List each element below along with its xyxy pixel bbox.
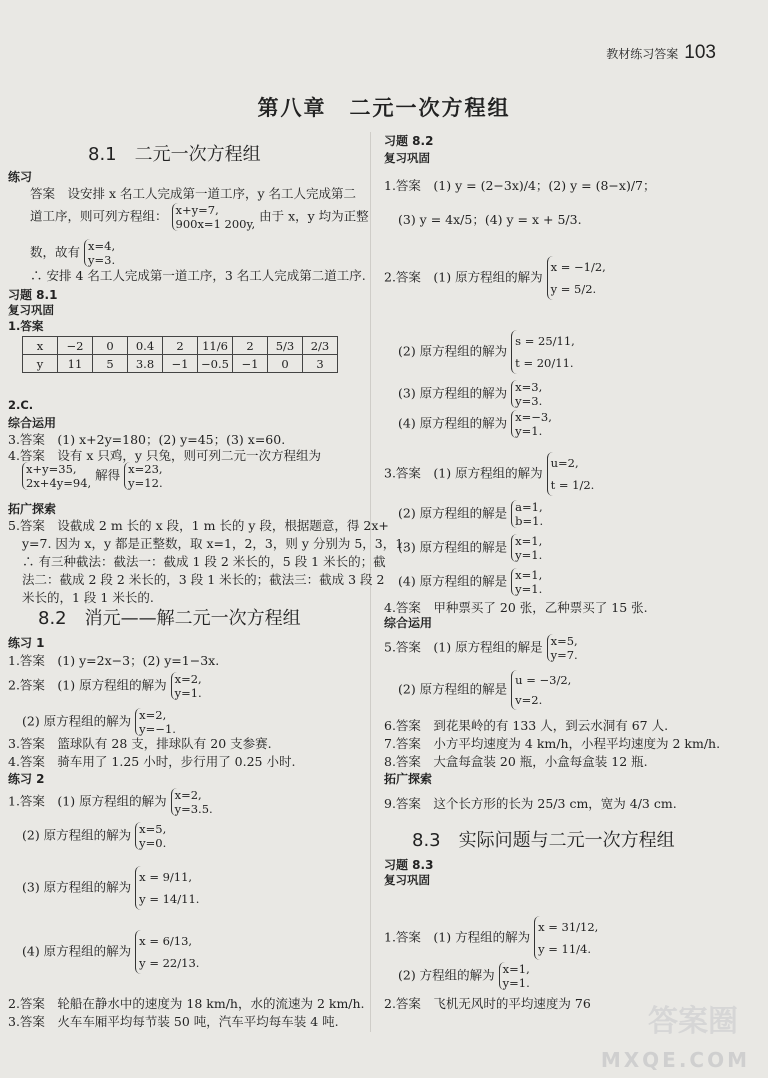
label-fuxi: 复习巩固 [384,151,430,165]
text-line: (3) 原方程组的解为 x=3, y=3. [398,380,543,408]
text-line: y=7. 因为 x，y 都是正整数，取 x=1，2，3，则 y 分别为 5，3，1. [22,536,408,551]
label-fuxi: 复习巩固 [8,303,54,317]
text-line: (2) 原方程组的解是 u = −3/2, v=2. [398,670,571,710]
text-line: 3.答案 (1) 原方程组的解为 u=2, t = 1/2. [384,452,594,496]
text-line: (4) 原方程组的解是 x=1, y=1. [398,568,543,596]
equation-system: x = 9/11, y = 14/11. [135,866,199,910]
text-line: 3.答案 篮球队有 28 支，排球队有 20 支参赛. [8,736,272,751]
page-number: 103 [684,42,716,63]
label-lianxi-2: 练习 2 [8,772,45,786]
text-line: (2) 原方程组的解是 a=1, b=1. [398,500,544,528]
text-line: 3.答案 (1) x+2y=180；(2) y=45；(3) x=60. [8,432,286,447]
text-line: 5.答案 设截成 2 m 长的 x 段，1 m 长的 y 段，根据题意，得 2x+ [8,518,389,533]
equation-system: x = 6/13, y = 22/13. [135,930,199,974]
text-line: 答案 设安排 x 名工人完成第一道工序，y 名工人完成第二 [30,186,357,201]
equation-system: s = 25/11, t = 20/11. [511,330,575,374]
text-line: 1.答案 (1) 原方程组的解为 x=2, y=3.5. [8,788,213,816]
section-title-8-3: 8.3 实际问题与二元一次方程组 [412,830,675,851]
text-line: 2.答案 飞机无风时的平均速度为 76 [384,996,591,1011]
equation-system: x=1, y=1. [511,568,542,596]
label-lianxi-1: 练习 1 [8,636,45,650]
section-title-8-1: 8.1 二元一次方程组 [88,144,261,165]
label-tuozhan: 拓广探索 [384,772,433,786]
text-line: 2.答案 (1) 原方程组的解为 x = −1/2, y = 5/2. [384,256,606,300]
q2: 2.C. [8,398,34,412]
table-row-y: y 11 5 3.8 −1 −0.5 −1 0 3 [23,355,338,373]
equation-system: x=1, y=1. [511,534,542,562]
equation-system: x+y=35, 2x+4y=94, [22,462,91,490]
header-title: 教材练习答案 [606,47,679,61]
label-xiti-8-1: 习题 8.1 [8,288,58,302]
watermark-logo: 答案圈 [648,1004,738,1039]
equation-system: x=23, y=12. [124,462,162,490]
text-line: 米长的，1 段 1 米长的. [22,590,154,605]
text-line: 1.答案 (1) 方程组的解为 x = 31/12, y = 11/4. [384,916,598,960]
label-zonghe: 综合运用 [384,616,433,630]
q1-label: 1.答案 [8,319,44,333]
section-title-8-2: 8.2 消元——解二元一次方程组 [38,608,301,629]
text-line: 数，故有 x=4, y=3. [30,239,116,267]
text-line: x+y=35, 2x+4y=94, 解得 x=23, y=12. [22,462,163,490]
value-table [22,336,338,373]
equation-system: x=2, y=1. [171,672,202,700]
equation-system: x=3, y=3. [511,380,542,408]
label-fuxi: 复习巩固 [384,873,430,887]
text-line: (4) 原方程组的解为 x=−3, y=1. [398,410,552,438]
text-line: 2.答案 轮船在静水中的速度为 18 km/h，水的流速为 2 km/h. [8,996,365,1011]
running-header [606,42,716,64]
equation-system: x=5, y=0. [135,822,166,850]
watermark-url: MXQE.COM [600,1048,750,1072]
text-line: (4) 原方程组的解为 x = 6/13, y = 22/13. [22,930,199,974]
equation-system: a=1, b=1. [511,500,543,528]
text-line: (2) 方程组的解为 x=1, y=1. [398,962,530,990]
equation-system: u=2, t = 1/2. [547,452,595,496]
text-line: (2) 原方程组的解为 x=2, y=−1. [22,708,176,736]
text-line: ∴ 有三种截法：截法一：截成 1 段 2 米长的，5 段 1 米长的；截 [22,554,386,569]
text-line: (3) 原方程组的解为 x = 9/11, y = 14/11. [22,866,199,910]
table-row-x: x −2 0 0.4 2 11/6 2 5/3 2/3 [23,337,338,355]
text-line: 4.答案 甲种票买了 20 张，乙种票买了 15 张. [384,600,648,615]
text-line: 4.答案 骑车用了 1.25 小时，步行用了 0.25 小时. [8,754,296,769]
text-line: 8.答案 大盒每盒装 20 瓶，小盒每盒装 12 瓶. [384,754,648,769]
text-line: (3) 原方程组的解是 x=1, y=1. [398,534,543,562]
equation-system: x=2, y=−1. [135,708,176,736]
chapter-title: 第八章 二元一次方程组 [257,96,511,120]
label-lianxi: 练习 [8,170,33,184]
label-tuozhan: 拓广探索 [8,502,57,516]
text-line: 1.答案 (1) y = (2−3x)/4；(2) y = (8−x)/7； [384,178,656,193]
text-line: 法二：截成 2 段 2 米长的，3 段 1 米长的；截法三：截成 3 段 2 [22,572,385,587]
equation-system: x = −1/2, y = 5/2. [547,256,606,300]
text-line: (3) y = 4x/5；(4) y = x + 5/3. [398,212,582,227]
text-line: 1.答案 (1) y=2x−3；(2) y=1−3x. [8,653,220,668]
text-line: 5.答案 (1) 原方程组的解是 x=5, y=7. [384,634,578,662]
text-line: (2) 原方程组的解为 x=5, y=0. [22,822,167,850]
text-line: 4.答案 设有 x 只鸡，y 只兔，则可列二元一次方程组为 [8,448,321,463]
text-line: 3.答案 火车车厢平均每节装 50 吨，汽车平均每车装 4 吨. [8,1014,339,1029]
equation-system: x=4, y=3. [84,239,115,267]
equation-system: x=1, y=1. [499,962,530,990]
text-line: 6.答案 到花果岭的有 133 人，到云水洞有 67 人. [384,718,669,733]
text-line: (2) 原方程组的解为 s = 25/11, t = 20/11. [398,330,575,374]
label-xiti-8-2: 习题 8.2 [384,134,434,148]
label-xiti-8-3: 习题 8.3 [384,858,434,872]
equation-system: x=−3, y=1. [511,410,552,438]
equation-system: u = −3/2, v=2. [511,670,571,710]
text-line: ∴ 安排 4 名工人完成第一道工序，3 名工人完成第二道工序. [30,268,366,283]
text-line: 9.答案 这个长方形的长为 25/3 cm，宽为 4/3 cm. [384,796,677,811]
text-line: 7.答案 小方平均速度为 4 km/h，小程平均速度为 2 km/h. [384,736,721,751]
label-zonghe: 综合运用 [8,416,57,430]
equation-system: x=5, y=7. [547,634,578,662]
text-line: 2.答案 (1) 原方程组的解为 x=2, y=1. [8,672,202,700]
text-line: 道工序，则可列方程组： x+y=7, 900x=1 200y, 由于 x，y 均为正整 [30,203,369,231]
equation-system: x=2, y=3.5. [171,788,213,816]
equation-system: x+y=7, 900x=1 200y, [172,203,256,231]
equation-system: x = 31/12, y = 11/4. [534,916,598,960]
